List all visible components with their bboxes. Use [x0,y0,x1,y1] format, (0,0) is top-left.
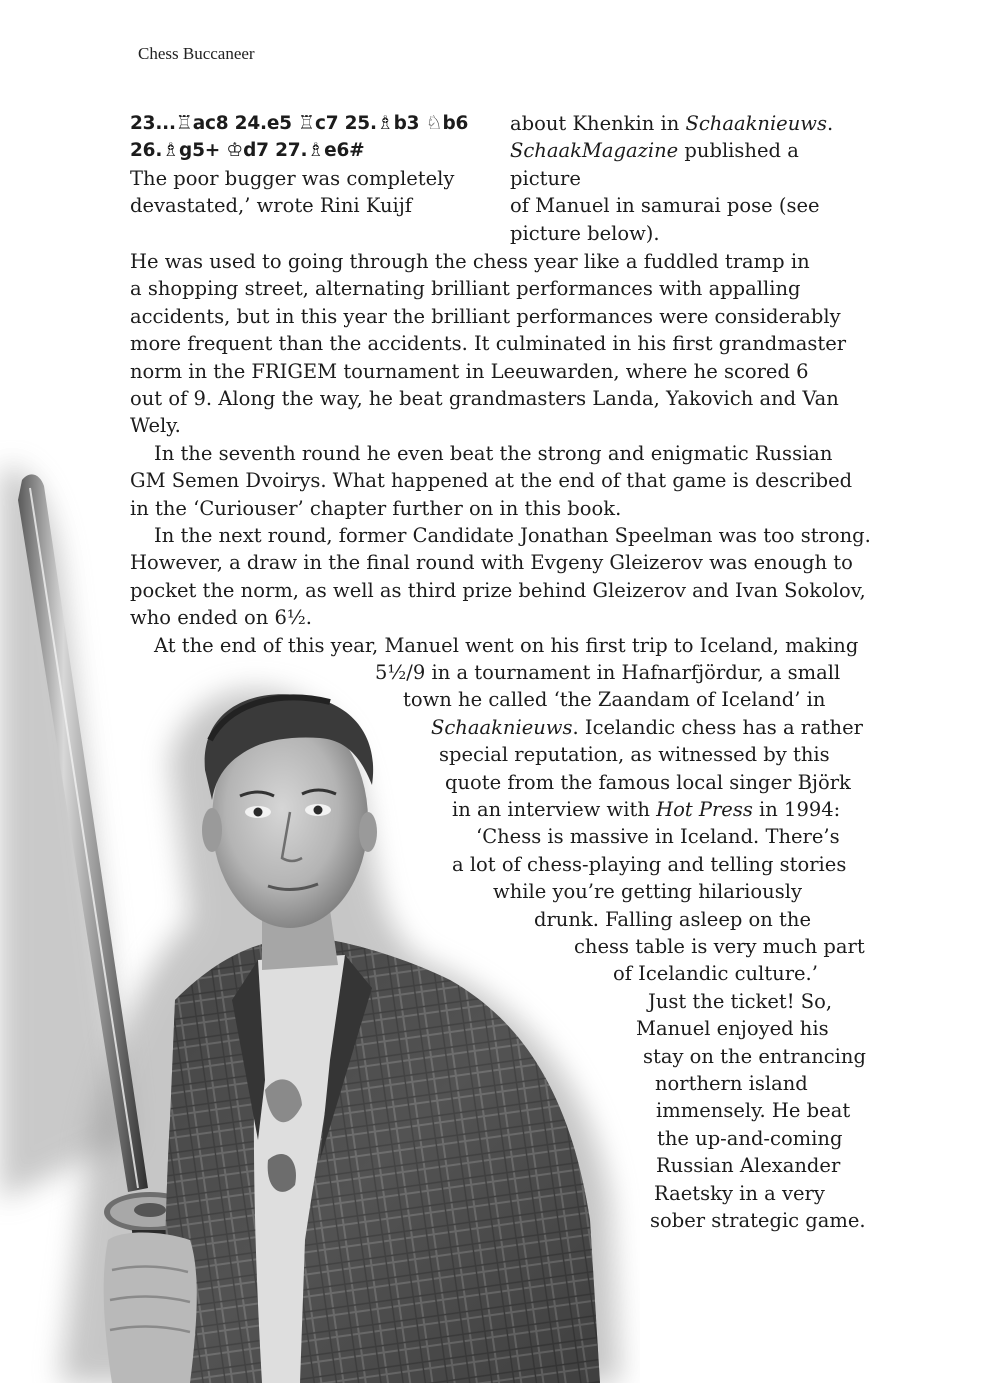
move-text: b6 [442,113,469,134]
move-text: b3 [393,113,426,134]
move-text: d7 27. [243,140,308,162]
wrap-line: drunk. Falling asleep on the [534,907,811,931]
text: in an interview with [452,798,657,821]
wrap-line: a lot of chess-playing and telling stories [452,852,847,876]
wrap-line: 5½/9 in a tournament in Hafnarfjördur, a small [375,661,841,684]
left-column [130,110,490,220]
move-text: c7 25. [314,113,377,134]
right-col-line [510,137,870,192]
right-col-line [510,110,870,137]
move-text: g5+ [179,140,227,162]
wrap-line: Raetsky in a very [654,1181,825,1205]
body-line: norm in the FRIGEM tournament in Leeuwarden, where he scored 6 [130,359,809,383]
king-icon: ♔ [226,139,244,162]
move-text: 23... [130,113,176,134]
wrap-line: chess table is very much part [574,935,865,958]
body-line: In the next round, former Candidate Jonathan Speelman was too strong. [154,524,871,547]
wrap-line: ‘Chess is massive in Iceland. There’s [476,825,840,849]
wrap-line [452,796,840,823]
rook-icon: ♖ [175,112,193,134]
move-text: ac8 24.e5 [192,113,299,134]
bishop-icon: ♗ [162,139,180,162]
wrap-line: sober strategic game. [650,1209,866,1232]
body-line: GM Semen Dvoirys. What happened at the end of that game is described [130,469,853,493]
body-line: out of 9. Along the way, he beat grandmasters Landa, Yakovich and Van [130,387,839,410]
text: about Khenkin in [510,112,686,135]
wrap-line: while you’re getting hilariously [493,880,802,904]
right-col-line: of Manuel in samurai pose (see [510,194,820,218]
wrap-line: the up-and-coming [657,1126,843,1150]
running-head: Chess Buccaneer [138,44,255,63]
moves-line-1 [130,110,490,137]
body-line: in the ‘Curiouser’ chapter further on in this book. [130,496,622,520]
text: . [826,112,834,135]
knight-icon: ♘ [425,112,443,134]
body-line: However, a draw in the final round with Evgeny Gleizerov was enough to [130,551,853,575]
text: in 1994: [752,798,841,821]
game-moves [130,110,490,165]
wrap-line: immensely. He beat [656,1099,851,1123]
wrap-line: quote from the famous local singer Björk [445,770,851,794]
move-text: e6# [324,140,365,162]
wrap-line: town he called ‘the Zaandam of Iceland’ in [403,688,826,712]
publication-title: Schaaknieuws [685,112,827,135]
left-col-line: devastated,’ wrote Rini Kuijf [130,194,413,218]
right-col-line: picture below). [510,221,660,245]
moves-line-2 [130,137,490,164]
publication-title: Schaaknieuws [431,715,573,739]
wrap-line: northern island [655,1072,808,1095]
wrap-line: stay on the entrancing [643,1044,866,1068]
body-line: In the seventh round he even beat the strong and enigmatic Russian [154,441,833,465]
wrap-line [431,714,863,741]
publication-title: SchaakMagazine [510,139,679,163]
bishop-icon: ♗ [307,139,325,162]
text: published a picture [510,139,799,190]
rook-icon: ♖ [298,112,315,134]
right-column [510,110,870,247]
body-line: accidents, but in this year the brilliant performances were considerably [130,304,841,328]
wrap-line: Just the ticket! So, [648,989,833,1013]
text: . Icelandic chess has a rather [572,715,863,739]
left-col-line: The poor bugger was completely [130,166,455,190]
wrap-line: Manuel enjoyed his [636,1017,829,1041]
body-line: He was used to going through the chess year like a fuddled tramp in [130,250,810,273]
body-line: more frequent than the accidents. It culminated in his first grandmaster [130,332,847,356]
body-line: At the end of this year, Manuel went on his first trip to Iceland, making [154,633,859,657]
move-text: 26. [130,140,163,162]
wrap-line: of Icelandic culture.’ [613,962,818,986]
wrap-line: special reputation, as witnessed by this [439,743,830,767]
publication-title: Hot Press [656,798,753,821]
body-line: pocket the norm, as well as third prize behind Gleizerov and Ivan Sokolov, [130,578,866,602]
body-line: who ended on 6½. [130,606,312,630]
body-line: a shopping street, alternating brilliant performances with appalling [130,277,801,301]
bishop-icon: ♗ [376,112,394,134]
wrap-line: Russian Alexander [656,1154,841,1178]
body-line: Wely. [130,414,181,438]
